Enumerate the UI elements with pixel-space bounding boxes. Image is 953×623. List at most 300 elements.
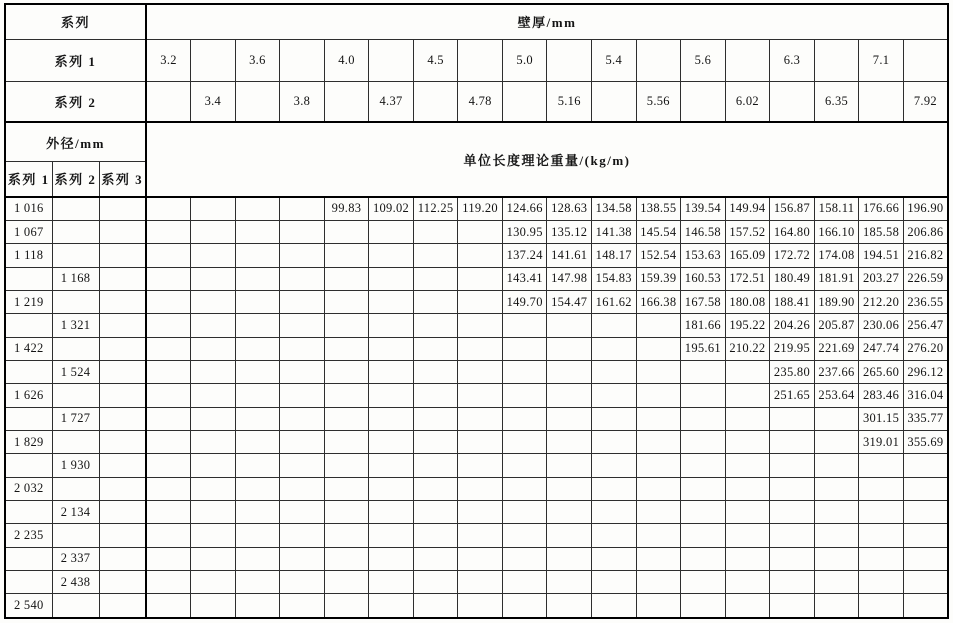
weight-cell [191, 384, 236, 407]
weight-cell [235, 267, 280, 290]
weight-cell [770, 454, 815, 477]
weight-cell [502, 594, 547, 618]
wall-thickness-value-cell [681, 81, 726, 122]
weight-cell [681, 524, 726, 547]
weight-cell [191, 594, 236, 618]
weight-cell: 196.90 [903, 197, 948, 221]
weight-cell [413, 547, 458, 570]
od-series3-header-cell: 系列 3 [99, 161, 146, 196]
table-row [5, 337, 948, 360]
weight-cell: 158.11 [814, 197, 859, 221]
weight-cell [280, 337, 325, 360]
od-series3-cell [99, 337, 146, 360]
series1-thickness-row [5, 39, 948, 81]
weight-cell [324, 594, 369, 618]
weight-cell [592, 570, 637, 593]
weight-cell [725, 361, 770, 384]
unit-weight-header-cell: 单位长度理论重量/(kg/m) [146, 122, 948, 196]
weight-cell [369, 361, 414, 384]
weight-cell [191, 291, 236, 314]
weight-cell [903, 501, 948, 524]
weight-cell [369, 454, 414, 477]
weight-cell [770, 547, 815, 570]
weight-cell [369, 267, 414, 290]
od-series1-cell: 1 626 [5, 384, 52, 407]
weight-cell: 247.74 [859, 337, 904, 360]
weight-cell [903, 570, 948, 593]
weight-cell [814, 454, 859, 477]
weight-cell: 355.69 [903, 431, 948, 454]
wall-thickness-header-cell: 壁厚/mm [146, 4, 948, 39]
weight-cell [458, 384, 503, 407]
od-series1-cell [5, 570, 52, 593]
weight-cell [146, 477, 191, 500]
weight-cell [681, 570, 726, 593]
weight-cell [458, 267, 503, 290]
weight-cell: 283.46 [859, 384, 904, 407]
weight-cell [458, 454, 503, 477]
table-row [5, 524, 948, 547]
weight-cell [146, 407, 191, 430]
wall-thickness-value-cell: 4.5 [413, 39, 458, 81]
weight-cell [324, 361, 369, 384]
weight-cell [725, 407, 770, 430]
weight-cell [681, 547, 726, 570]
weight-cell: 203.27 [859, 267, 904, 290]
od-series3-cell [99, 291, 146, 314]
od-series2-cell: 2 337 [52, 547, 99, 570]
weight-cell [324, 407, 369, 430]
weight-cell [547, 384, 592, 407]
table-row [5, 221, 948, 244]
wall-thickness-value-cell: 4.78 [458, 81, 503, 122]
weight-cell [636, 547, 681, 570]
weight-cell [280, 197, 325, 221]
weight-cell [369, 221, 414, 244]
table-row [5, 267, 948, 290]
weight-cell [725, 501, 770, 524]
weight-cell [146, 384, 191, 407]
weight-cell [592, 314, 637, 337]
weight-cell [369, 337, 414, 360]
od-series1-cell: 1 829 [5, 431, 52, 454]
wall-thickness-value-cell [191, 39, 236, 81]
table-body [5, 197, 948, 619]
weight-cell [235, 570, 280, 593]
weight-cell [814, 524, 859, 547]
weight-cell [725, 477, 770, 500]
table-row [5, 244, 948, 267]
weight-cell [191, 477, 236, 500]
od-series2-cell: 1 727 [52, 407, 99, 430]
wall-thickness-value-cell: 6.02 [725, 81, 770, 122]
weight-cell [859, 570, 904, 593]
od-series2-cell: 2 438 [52, 570, 99, 593]
wall-thickness-value-cell [636, 39, 681, 81]
od-series2-cell: 1 930 [52, 454, 99, 477]
weight-cell [592, 337, 637, 360]
weight-cell [146, 221, 191, 244]
weight-cell [324, 477, 369, 500]
od-series1-cell: 1 118 [5, 244, 52, 267]
weight-cell [324, 384, 369, 407]
wall-thickness-value-cell: 5.0 [502, 39, 547, 81]
weight-cell [636, 314, 681, 337]
weight-cell [502, 384, 547, 407]
weight-cell [636, 431, 681, 454]
weight-cell [636, 337, 681, 360]
weight-cell [592, 547, 637, 570]
weight-cell [324, 431, 369, 454]
weight-cell [146, 570, 191, 593]
weight-cell [235, 501, 280, 524]
weight-cell [235, 594, 280, 618]
weight-cell [458, 524, 503, 547]
wall-thickness-value-cell [369, 39, 414, 81]
weight-cell [502, 454, 547, 477]
weight-cell [636, 384, 681, 407]
weight-cell [725, 431, 770, 454]
weight-cell [547, 547, 592, 570]
weight-cell [324, 337, 369, 360]
weight-cell [458, 291, 503, 314]
od-series1-cell [5, 267, 52, 290]
weight-cell: 172.72 [770, 244, 815, 267]
weight-cell [592, 407, 637, 430]
weight-cell [547, 431, 592, 454]
weight-cell [235, 431, 280, 454]
weight-cell [324, 524, 369, 547]
weight-cell [903, 477, 948, 500]
weight-cell [146, 547, 191, 570]
weight-cell [592, 501, 637, 524]
weight-cell [191, 361, 236, 384]
weight-cell [592, 524, 637, 547]
weight-cell [235, 524, 280, 547]
weight-cell [191, 407, 236, 430]
weight-cell [592, 454, 637, 477]
weight-cell [280, 314, 325, 337]
weight-cell [413, 570, 458, 593]
weight-cell [681, 431, 726, 454]
weight-cell [280, 431, 325, 454]
weight-cell [814, 477, 859, 500]
wall-thickness-value-cell: 3.8 [280, 81, 325, 122]
weight-cell [859, 547, 904, 570]
weight-cell: 212.20 [859, 291, 904, 314]
weight-cell [502, 361, 547, 384]
wall-thickness-value-cell: 4.0 [324, 39, 369, 81]
weight-cell [636, 594, 681, 618]
weight-cell [413, 501, 458, 524]
weight-cell [458, 361, 503, 384]
weight-cell [502, 407, 547, 430]
weight-cell [146, 501, 191, 524]
od-series1-cell: 2 540 [5, 594, 52, 618]
weight-cell [413, 291, 458, 314]
weight-cell [681, 477, 726, 500]
weight-cell [280, 267, 325, 290]
wall-thickness-value-cell: 3.4 [191, 81, 236, 122]
weight-cell: 146.58 [681, 221, 726, 244]
pipe-weight-table [4, 3, 949, 619]
weight-cell [146, 291, 191, 314]
weight-cell [280, 524, 325, 547]
weight-cell [547, 501, 592, 524]
weight-cell [458, 594, 503, 618]
weight-cell [413, 221, 458, 244]
weight-cell [146, 361, 191, 384]
series-header-cell: 系列 [5, 4, 146, 39]
weight-cell [191, 244, 236, 267]
weight-cell [903, 547, 948, 570]
weight-cell [146, 454, 191, 477]
od-series2-cell: 2 134 [52, 501, 99, 524]
weight-cell [903, 594, 948, 618]
weight-cell [636, 454, 681, 477]
table-row [5, 454, 948, 477]
weight-cell [324, 244, 369, 267]
weight-cell [903, 454, 948, 477]
weight-cell [458, 431, 503, 454]
weight-cell: 265.60 [859, 361, 904, 384]
weight-cell: 161.62 [592, 291, 637, 314]
weight-cell [235, 407, 280, 430]
weight-cell: 145.54 [636, 221, 681, 244]
table-row [5, 501, 948, 524]
weight-cell [369, 570, 414, 593]
od-series2-cell: 1 168 [52, 267, 99, 290]
weight-cell: 204.26 [770, 314, 815, 337]
od-series1-cell: 2 032 [5, 477, 52, 500]
weight-cell [859, 454, 904, 477]
od-series1-cell: 1 067 [5, 221, 52, 244]
weight-cell [681, 594, 726, 618]
weight-cell [146, 267, 191, 290]
wall-thickness-value-cell [458, 39, 503, 81]
weight-cell [369, 314, 414, 337]
weight-cell [280, 570, 325, 593]
od-series3-cell [99, 267, 146, 290]
od-series3-cell [99, 431, 146, 454]
weight-cell [413, 314, 458, 337]
weight-cell: 251.65 [770, 384, 815, 407]
weight-cell [235, 477, 280, 500]
weight-cell [859, 594, 904, 618]
wall-thickness-value-cell [903, 39, 948, 81]
table-row [5, 407, 948, 430]
weight-cell [324, 221, 369, 244]
weight-cell: 159.39 [636, 267, 681, 290]
od-series2-cell [52, 291, 99, 314]
weight-cell [814, 431, 859, 454]
weight-cell [280, 291, 325, 314]
od-series2-cell [52, 337, 99, 360]
weight-cell: 135.12 [547, 221, 592, 244]
od-series2-cell [52, 477, 99, 500]
weight-cell: 195.61 [681, 337, 726, 360]
weight-cell [413, 384, 458, 407]
weight-cell: 316.04 [903, 384, 948, 407]
weight-cell [146, 431, 191, 454]
wall-thickness-value-cell: 7.92 [903, 81, 948, 122]
weight-cell: 154.83 [592, 267, 637, 290]
weight-cell: 153.63 [681, 244, 726, 267]
weight-cell [413, 594, 458, 618]
outer-diameter-header-cell: 外径/mm [5, 122, 146, 161]
weight-cell [725, 384, 770, 407]
weight-cell [592, 361, 637, 384]
od-series3-cell [99, 454, 146, 477]
weight-cell: 154.47 [547, 291, 592, 314]
weight-cell: 205.87 [814, 314, 859, 337]
weight-cell: 296.12 [903, 361, 948, 384]
weight-cell [502, 477, 547, 500]
weight-cell [280, 361, 325, 384]
od-series1-cell [5, 454, 52, 477]
weight-cell: 109.02 [369, 197, 414, 221]
weight-cell: 134.58 [592, 197, 637, 221]
weight-cell [814, 407, 859, 430]
weight-cell: 167.58 [681, 291, 726, 314]
weight-cell [681, 384, 726, 407]
weight-cell [547, 361, 592, 384]
od-series1-cell [5, 314, 52, 337]
od-series1-cell [5, 407, 52, 430]
weight-cell: 156.87 [770, 197, 815, 221]
wall-thickness-value-cell [859, 81, 904, 122]
weight-cell [636, 477, 681, 500]
weight-cell [280, 244, 325, 267]
wall-thickness-value-cell: 5.4 [592, 39, 637, 81]
weight-cell [235, 314, 280, 337]
weight-cell [324, 570, 369, 593]
wall-thickness-value-cell [413, 81, 458, 122]
od-series2-header-cell: 系列 2 [52, 161, 99, 196]
weight-cell [458, 501, 503, 524]
weight-cell: 188.41 [770, 291, 815, 314]
od-series3-cell [99, 244, 146, 267]
od-series2-cell [52, 384, 99, 407]
weight-cell: 166.38 [636, 291, 681, 314]
table-row [5, 384, 948, 407]
weight-cell [770, 570, 815, 593]
weight-cell [369, 384, 414, 407]
weight-cell [235, 244, 280, 267]
weight-cell [413, 337, 458, 360]
weight-cell [859, 524, 904, 547]
weight-cell [146, 244, 191, 267]
weight-cell [681, 454, 726, 477]
weight-cell [458, 221, 503, 244]
weight-cell: 148.17 [592, 244, 637, 267]
weight-cell: 128.63 [547, 197, 592, 221]
weight-cell: 319.01 [859, 431, 904, 454]
weight-cell: 189.90 [814, 291, 859, 314]
wall-thickness-value-cell [280, 39, 325, 81]
table-row [5, 197, 948, 221]
weight-cell [280, 384, 325, 407]
table-row [5, 431, 948, 454]
weight-cell: 301.15 [859, 407, 904, 430]
weight-cell: 185.58 [859, 221, 904, 244]
table-row [5, 547, 948, 570]
weight-cell [280, 477, 325, 500]
weight-cell: 172.51 [725, 267, 770, 290]
wall-thickness-value-cell [235, 81, 280, 122]
od-series2-cell [52, 197, 99, 221]
weight-cell [770, 431, 815, 454]
weight-cell [725, 594, 770, 618]
weight-cell: 176.66 [859, 197, 904, 221]
weight-cell [458, 477, 503, 500]
weight-cell [280, 221, 325, 244]
weight-cell [859, 501, 904, 524]
weight-cell [502, 524, 547, 547]
weight-cell [324, 267, 369, 290]
weight-cell [324, 291, 369, 314]
weight-cell [191, 431, 236, 454]
weight-cell: 276.20 [903, 337, 948, 360]
series2-thickness-row [5, 81, 948, 122]
weight-cell [592, 431, 637, 454]
weight-cell [369, 524, 414, 547]
wall-thickness-value-cell: 5.56 [636, 81, 681, 122]
od-series1-cell [5, 547, 52, 570]
weight-cell [235, 454, 280, 477]
weight-cell [814, 570, 859, 593]
weight-cell [413, 454, 458, 477]
od-series3-cell [99, 501, 146, 524]
od-series2-cell [52, 431, 99, 454]
weight-cell [681, 361, 726, 384]
weight-cell [547, 570, 592, 593]
od-series3-cell [99, 314, 146, 337]
weight-cell [592, 477, 637, 500]
weight-cell: 230.06 [859, 314, 904, 337]
weight-cell [235, 547, 280, 570]
weight-cell: 235.80 [770, 361, 815, 384]
weight-cell [369, 594, 414, 618]
wall-thickness-value-cell: 3.6 [235, 39, 280, 81]
weight-cell [413, 244, 458, 267]
weight-cell [592, 384, 637, 407]
weight-cell [413, 477, 458, 500]
weight-cell: 236.55 [903, 291, 948, 314]
weight-cell [547, 314, 592, 337]
weight-cell: 195.22 [725, 314, 770, 337]
weight-cell [235, 291, 280, 314]
weight-cell: 181.91 [814, 267, 859, 290]
weight-cell: 149.94 [725, 197, 770, 221]
weight-cell [324, 454, 369, 477]
weight-cell: 130.95 [502, 221, 547, 244]
weight-cell: 141.61 [547, 244, 592, 267]
weight-cell [191, 267, 236, 290]
weight-cell [369, 477, 414, 500]
table-row [5, 570, 948, 593]
od-series3-cell [99, 407, 146, 430]
weight-cell: 165.09 [725, 244, 770, 267]
weight-cell [547, 454, 592, 477]
weight-cell [770, 524, 815, 547]
weight-cell: 335.77 [903, 407, 948, 430]
table-row [5, 594, 948, 618]
table-row [5, 314, 948, 337]
weight-cell [458, 547, 503, 570]
weight-cell [280, 407, 325, 430]
od-series3-cell [99, 524, 146, 547]
